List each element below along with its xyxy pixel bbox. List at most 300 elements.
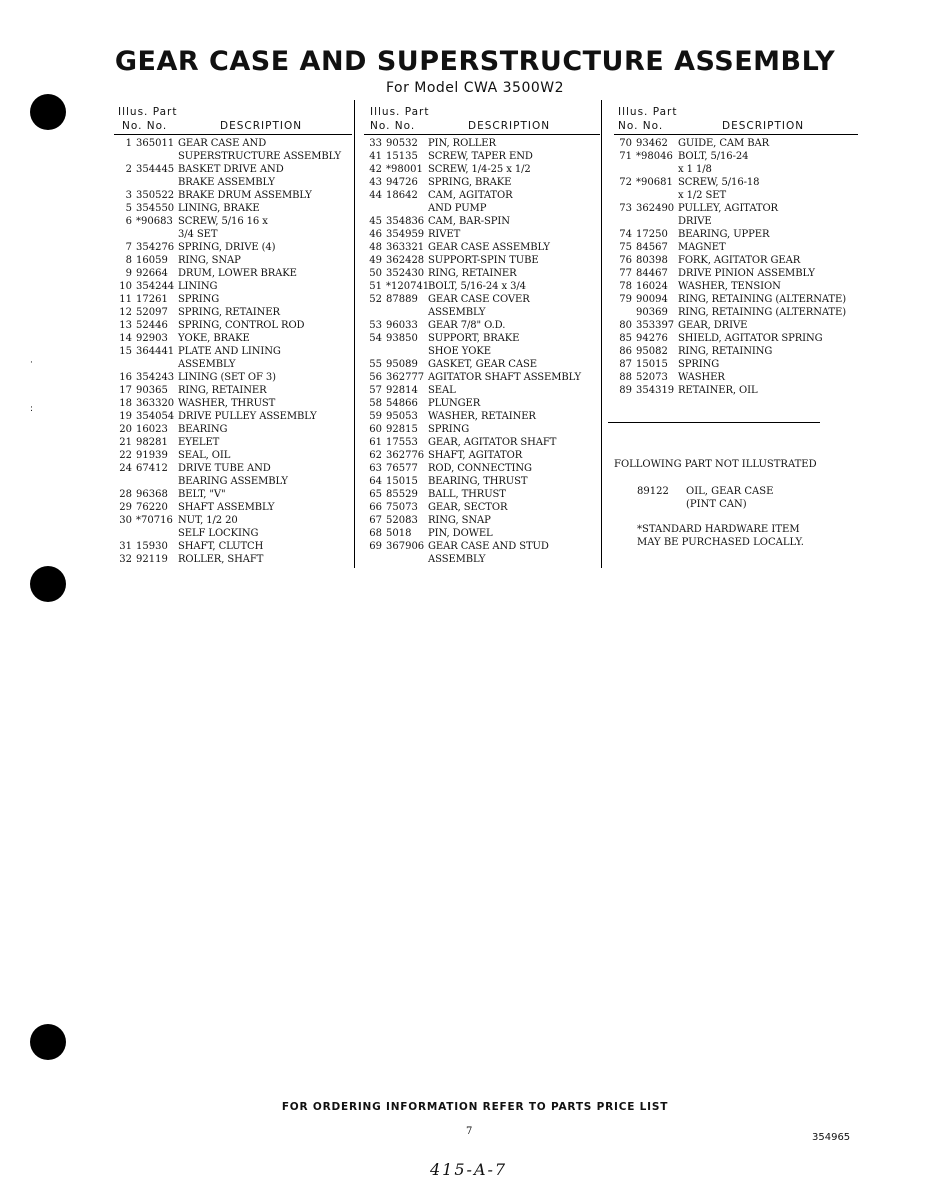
part-no: 90365 bbox=[136, 385, 168, 396]
part-no: 354836 bbox=[386, 216, 425, 227]
part-description: SHAFT, AGITATOR bbox=[428, 450, 523, 461]
part-description: GEAR 7/8" O.D. bbox=[428, 320, 506, 331]
margin-mark: : bbox=[30, 404, 34, 414]
illus-no: 16 bbox=[119, 372, 132, 383]
part-description: NUT, 1/2 20 bbox=[178, 515, 238, 526]
part-description: SPRING bbox=[178, 294, 220, 305]
part-row bbox=[114, 319, 352, 332]
header-illus-part: Illus. Part bbox=[118, 106, 178, 118]
part-row bbox=[364, 150, 600, 163]
not-illustrated-heading: FOLLOWING PART NOT ILLUSTRATED bbox=[614, 459, 817, 470]
part-row bbox=[114, 475, 352, 488]
part-no: *98001 bbox=[386, 164, 423, 175]
illus-no: 45 bbox=[369, 216, 382, 227]
part-row bbox=[114, 527, 352, 540]
illus-no: 46 bbox=[369, 229, 382, 240]
part-description: SUPPORT-SPIN TUBE bbox=[428, 255, 539, 266]
illus-no bbox=[114, 527, 136, 540]
part-description: SCREW, 5/16 16 x bbox=[178, 216, 268, 227]
part-row bbox=[114, 280, 352, 293]
part-no bbox=[636, 215, 678, 228]
part-no: 17250 bbox=[636, 229, 668, 240]
illus-no: 60 bbox=[369, 424, 382, 435]
standard-hardware-note: *STANDARD HARDWARE ITEM bbox=[637, 524, 800, 535]
part-no: 96368 bbox=[136, 489, 168, 500]
part-row bbox=[114, 449, 352, 462]
part-no: 93462 bbox=[636, 138, 668, 149]
part-no: *90681 bbox=[636, 177, 673, 188]
part-description: SHOE YOKE bbox=[428, 346, 491, 357]
part-no: 94276 bbox=[636, 333, 668, 344]
part-no: 17553 bbox=[386, 437, 418, 448]
header-no-no: No. No. bbox=[370, 120, 416, 132]
part-description: RETAINER, OIL bbox=[678, 385, 758, 396]
part-no bbox=[386, 553, 428, 566]
part-no: 354243 bbox=[136, 372, 175, 383]
part-description: SPRING, BRAKE bbox=[428, 177, 512, 188]
part-no: 17261 bbox=[136, 294, 168, 305]
column-divider-1 bbox=[354, 100, 355, 568]
part-row bbox=[364, 345, 600, 358]
part-description: RING, RETAINING bbox=[678, 346, 773, 357]
illus-no: 58 bbox=[369, 398, 382, 409]
illus-no: 62 bbox=[369, 450, 382, 461]
illus-no: 15 bbox=[119, 346, 132, 357]
part-no: 92664 bbox=[136, 268, 168, 279]
part-no: 363320 bbox=[136, 398, 175, 409]
part-no: 95053 bbox=[386, 411, 418, 422]
part-row bbox=[114, 436, 352, 449]
part-no: 18642 bbox=[386, 190, 418, 201]
illus-no: 75 bbox=[619, 242, 632, 253]
part-row bbox=[614, 293, 874, 306]
illus-no: 2 bbox=[125, 164, 132, 175]
part-no: 367906 bbox=[386, 541, 425, 552]
document-number: 354965 bbox=[812, 1132, 851, 1143]
part-no bbox=[136, 475, 178, 488]
part-row bbox=[114, 176, 352, 189]
part-no: 92815 bbox=[386, 424, 418, 435]
part-row bbox=[114, 228, 352, 241]
part-row bbox=[364, 189, 600, 202]
part-row bbox=[114, 514, 352, 527]
part-no: 350522 bbox=[136, 190, 175, 201]
parts-column-3 bbox=[614, 104, 874, 397]
part-description: RING, RETAINING (ALTERNATE) bbox=[678, 294, 847, 305]
page-subtitle: For Model CWA 3500W2 bbox=[385, 80, 565, 96]
illus-no bbox=[614, 163, 636, 176]
part-no: 16023 bbox=[136, 424, 168, 435]
part-description: DRUM, LOWER BRAKE bbox=[178, 268, 297, 279]
illus-no: 50 bbox=[369, 268, 382, 279]
part-description: PLATE AND LINING bbox=[178, 346, 281, 357]
illus-no: 55 bbox=[369, 359, 382, 370]
extra-part-description: OIL, GEAR CASE bbox=[686, 486, 774, 497]
part-no: 96033 bbox=[386, 320, 418, 331]
part-no: 362777 bbox=[386, 372, 425, 383]
part-no: 353397 bbox=[636, 320, 675, 331]
illus-no: 79 bbox=[619, 294, 632, 305]
part-no: 80398 bbox=[636, 255, 668, 266]
part-description: SCREW, TAPER END bbox=[428, 151, 533, 162]
part-row bbox=[364, 462, 600, 475]
part-row bbox=[364, 137, 600, 150]
part-row bbox=[364, 163, 600, 176]
part-no: 16024 bbox=[636, 281, 668, 292]
part-no: 76220 bbox=[136, 502, 168, 513]
illus-no: 67 bbox=[369, 515, 382, 526]
part-no: 95082 bbox=[636, 346, 668, 357]
part-description: SELF LOCKING bbox=[178, 528, 259, 539]
illus-no: 14 bbox=[119, 333, 132, 344]
part-description: WASHER, TENSION bbox=[678, 281, 781, 292]
part-description: ASSEMBLY bbox=[428, 554, 486, 565]
illus-no bbox=[114, 150, 136, 163]
illus-no bbox=[364, 202, 386, 215]
margin-mark: · bbox=[30, 358, 33, 368]
part-no: 92119 bbox=[136, 554, 168, 565]
part-no: 362490 bbox=[636, 203, 675, 214]
part-row bbox=[114, 540, 352, 553]
parts-column-1 bbox=[114, 104, 352, 566]
part-row bbox=[114, 553, 352, 566]
part-row bbox=[364, 410, 600, 423]
part-description: LINING (SET OF 3) bbox=[178, 372, 276, 383]
part-description: SUPPORT, BRAKE bbox=[428, 333, 520, 344]
part-no: 16059 bbox=[136, 255, 168, 266]
part-row bbox=[114, 202, 352, 215]
part-row bbox=[364, 254, 600, 267]
part-description: SPRING, RETAINER bbox=[178, 307, 280, 318]
illus-no: 80 bbox=[619, 320, 632, 331]
illus-no: 87 bbox=[619, 359, 632, 370]
parts-rows bbox=[614, 137, 874, 397]
column-header bbox=[614, 104, 858, 135]
part-description: DRIVE PULLEY ASSEMBLY bbox=[178, 411, 317, 422]
part-row bbox=[614, 163, 874, 176]
illus-no: 32 bbox=[119, 554, 132, 565]
part-row bbox=[364, 358, 600, 371]
illus-no: 74 bbox=[619, 229, 632, 240]
part-description: LINING, BRAKE bbox=[178, 203, 260, 214]
part-description: YOKE, BRAKE bbox=[178, 333, 250, 344]
part-no: 52083 bbox=[386, 515, 418, 526]
part-description: RING, RETAINER bbox=[428, 268, 517, 279]
illus-no: 5 bbox=[125, 203, 132, 214]
column-header bbox=[364, 104, 600, 135]
part-description: GEAR, DRIVE bbox=[678, 320, 748, 331]
illus-no: 89 bbox=[619, 385, 632, 396]
part-description: WASHER, THRUST bbox=[178, 398, 276, 409]
illus-no bbox=[114, 176, 136, 189]
illus-no: 1 bbox=[125, 138, 132, 149]
illus-no bbox=[114, 475, 136, 488]
part-no: 15135 bbox=[386, 151, 418, 162]
part-description: GEAR CASE AND STUD bbox=[428, 541, 549, 552]
part-no: 92814 bbox=[386, 385, 418, 396]
part-no: 93850 bbox=[386, 333, 418, 344]
part-no: 364441 bbox=[136, 346, 175, 357]
illus-no: 88 bbox=[619, 372, 632, 383]
part-row bbox=[364, 397, 600, 410]
part-description: GEAR CASE AND bbox=[178, 138, 267, 149]
part-description: ASSEMBLY bbox=[428, 307, 486, 318]
part-row bbox=[614, 176, 874, 189]
column-divider-2 bbox=[601, 100, 602, 568]
part-description: SCREW, 1/4-25 x 1/2 bbox=[428, 164, 531, 175]
part-description: 3/4 SET bbox=[178, 229, 218, 240]
part-row bbox=[364, 280, 600, 293]
part-row bbox=[614, 306, 874, 319]
illus-no: 73 bbox=[619, 203, 632, 214]
part-row bbox=[364, 514, 600, 527]
part-no bbox=[386, 345, 428, 358]
part-row bbox=[614, 267, 874, 280]
part-description: RIVET bbox=[428, 229, 461, 240]
part-row bbox=[114, 423, 352, 436]
part-no: 365011 bbox=[136, 138, 175, 149]
part-description: MAGNET bbox=[678, 242, 726, 253]
part-row bbox=[114, 306, 352, 319]
part-no: 87889 bbox=[386, 294, 418, 305]
part-row bbox=[614, 332, 874, 345]
part-no: *70716 bbox=[136, 515, 173, 526]
illus-no: 22 bbox=[119, 450, 132, 461]
illus-no: 59 bbox=[369, 411, 382, 422]
part-description: SCREW, 5/16-18 bbox=[678, 177, 760, 188]
part-row bbox=[364, 319, 600, 332]
part-no: 75073 bbox=[386, 502, 418, 513]
part-description: DRIVE PINION ASSEMBLY bbox=[678, 268, 815, 279]
part-description: BELT, "V" bbox=[178, 489, 226, 500]
part-no: 90094 bbox=[636, 294, 668, 305]
illus-no: 78 bbox=[619, 281, 632, 292]
illus-no: 31 bbox=[119, 541, 132, 552]
part-no: 91939 bbox=[136, 450, 168, 461]
illus-no: 54 bbox=[369, 333, 382, 344]
illus-no: 44 bbox=[369, 190, 382, 201]
part-row bbox=[364, 176, 600, 189]
part-no: 354550 bbox=[136, 203, 175, 214]
illus-no: 61 bbox=[369, 437, 382, 448]
part-no: 52446 bbox=[136, 320, 168, 331]
page-title: GEAR CASE AND SUPERSTRUCTURE ASSEMBLY bbox=[114, 46, 836, 77]
part-description: CAM, AGITATOR bbox=[428, 190, 513, 201]
illus-no bbox=[364, 345, 386, 358]
part-no: *98046 bbox=[636, 151, 673, 162]
part-row bbox=[614, 228, 874, 241]
header-illus-part: Illus. Part bbox=[618, 106, 678, 118]
part-description: PIN, DOWEL bbox=[428, 528, 493, 539]
illus-no: 29 bbox=[119, 502, 132, 513]
part-no: 90369 bbox=[636, 307, 668, 318]
part-description: GEAR CASE COVER bbox=[428, 294, 530, 305]
part-row bbox=[114, 462, 352, 475]
part-no: 94726 bbox=[386, 177, 418, 188]
part-row bbox=[614, 384, 874, 397]
part-row bbox=[114, 358, 352, 371]
part-description: ROLLER, SHAFT bbox=[178, 554, 264, 565]
part-row bbox=[364, 475, 600, 488]
header-description: DESCRIPTION bbox=[220, 120, 303, 132]
part-row bbox=[114, 345, 352, 358]
part-no: 354054 bbox=[136, 411, 175, 422]
illus-no: 9 bbox=[125, 268, 132, 279]
illus-no: 77 bbox=[619, 268, 632, 279]
part-row bbox=[364, 553, 600, 566]
illus-no: 33 bbox=[369, 138, 382, 149]
part-description: WASHER, RETAINER bbox=[428, 411, 536, 422]
illus-no: 65 bbox=[369, 489, 382, 500]
binder-hole-bottom bbox=[30, 1024, 66, 1060]
part-no: 363321 bbox=[386, 242, 425, 253]
illus-no: 85 bbox=[619, 333, 632, 344]
illus-no bbox=[614, 189, 636, 202]
part-row bbox=[614, 345, 874, 358]
part-description: LINING bbox=[178, 281, 218, 292]
handwritten-note: 415-A-7 bbox=[430, 1160, 508, 1179]
illus-no bbox=[364, 306, 386, 319]
part-description: SHAFT ASSEMBLY bbox=[178, 502, 275, 513]
part-no: 354959 bbox=[386, 229, 425, 240]
column-header bbox=[114, 104, 352, 135]
part-no: 76577 bbox=[386, 463, 418, 474]
part-no: 98281 bbox=[136, 437, 168, 448]
part-row bbox=[364, 488, 600, 501]
part-description: PIN, ROLLER bbox=[428, 138, 496, 149]
illus-no: 66 bbox=[369, 502, 382, 513]
part-description: ROD, CONNECTING bbox=[428, 463, 532, 474]
part-description: BEARING bbox=[178, 424, 228, 435]
part-description: GEAR CASE ASSEMBLY bbox=[428, 242, 550, 253]
illus-no: 28 bbox=[119, 489, 132, 500]
part-no bbox=[136, 176, 178, 189]
part-no: 15930 bbox=[136, 541, 168, 552]
part-no: 90532 bbox=[386, 138, 418, 149]
part-description: BOLT, 5/16-24 x 3/4 bbox=[428, 281, 526, 292]
parts-rows bbox=[114, 137, 352, 566]
illus-no: 56 bbox=[369, 372, 382, 383]
part-row bbox=[114, 410, 352, 423]
part-row bbox=[364, 202, 600, 215]
part-row bbox=[364, 540, 600, 553]
part-description: SPRING, DRIVE (4) bbox=[178, 242, 276, 253]
header-no-no: No. No. bbox=[618, 120, 664, 132]
part-row bbox=[114, 384, 352, 397]
part-row bbox=[114, 332, 352, 345]
binder-hole-top bbox=[30, 94, 66, 130]
header-no-no: No. No. bbox=[122, 120, 168, 132]
page-number: 7 bbox=[466, 1126, 473, 1137]
part-row bbox=[614, 254, 874, 267]
illus-no: 13 bbox=[119, 320, 132, 331]
illus-no: 70 bbox=[619, 138, 632, 149]
part-row bbox=[114, 501, 352, 514]
illus-no: 52 bbox=[369, 294, 382, 305]
part-row bbox=[364, 228, 600, 241]
part-no: 52073 bbox=[636, 372, 668, 383]
part-no: 84467 bbox=[636, 268, 668, 279]
illus-no: 7 bbox=[125, 242, 132, 253]
part-description: SEAL, OIL bbox=[178, 450, 231, 461]
part-no bbox=[136, 358, 178, 371]
part-row bbox=[614, 215, 874, 228]
illus-no: 43 bbox=[369, 177, 382, 188]
part-description: BEARING, THRUST bbox=[428, 476, 528, 487]
part-row bbox=[364, 384, 600, 397]
part-row bbox=[364, 215, 600, 228]
parts-rows bbox=[364, 137, 600, 566]
part-description: x 1/2 SET bbox=[678, 190, 727, 201]
part-description: GEAR, AGITATOR SHAFT bbox=[428, 437, 557, 448]
part-description: x 1 1/8 bbox=[678, 164, 712, 175]
illus-no: 72 bbox=[619, 177, 632, 188]
illus-no: 76 bbox=[619, 255, 632, 266]
part-no: 92903 bbox=[136, 333, 168, 344]
part-no: 354276 bbox=[136, 242, 175, 253]
notes-separator bbox=[608, 422, 820, 423]
illus-no: 3 bbox=[125, 190, 132, 201]
part-no: 52097 bbox=[136, 307, 168, 318]
illus-no bbox=[614, 215, 636, 228]
illus-no: 41 bbox=[369, 151, 382, 162]
part-row bbox=[614, 137, 874, 150]
illus-no: 24 bbox=[119, 463, 132, 474]
part-description: RING, RETAINING (ALTERNATE) bbox=[678, 307, 847, 318]
part-row bbox=[364, 449, 600, 462]
illus-no: 64 bbox=[369, 476, 382, 487]
extra-part-number: 89122 bbox=[637, 486, 669, 497]
illus-no: 69 bbox=[369, 541, 382, 552]
part-no: *90683 bbox=[136, 216, 173, 227]
illus-no: 63 bbox=[369, 463, 382, 474]
header-description: DESCRIPTION bbox=[722, 120, 805, 132]
part-no bbox=[136, 527, 178, 540]
part-description: GEAR, SECTOR bbox=[428, 502, 508, 513]
part-no: 15015 bbox=[636, 359, 668, 370]
part-row bbox=[364, 241, 600, 254]
header-illus-part: Illus. Part bbox=[370, 106, 430, 118]
illus-no: 53 bbox=[369, 320, 382, 331]
part-row bbox=[114, 150, 352, 163]
illus-no: 71 bbox=[619, 151, 632, 162]
part-row bbox=[364, 332, 600, 345]
part-no bbox=[136, 228, 178, 241]
part-description: DRIVE TUBE AND bbox=[178, 463, 271, 474]
part-no bbox=[386, 202, 428, 215]
part-row bbox=[114, 241, 352, 254]
part-description: RING, RETAINER bbox=[178, 385, 267, 396]
part-row bbox=[114, 267, 352, 280]
part-no: 67412 bbox=[136, 463, 168, 474]
standard-hardware-note-2: MAY BE PURCHASED LOCALLY. bbox=[637, 537, 804, 548]
part-description: AGITATOR SHAFT ASSEMBLY bbox=[428, 372, 582, 383]
part-row bbox=[114, 189, 352, 202]
part-description: SPRING bbox=[678, 359, 720, 370]
part-description: PLUNGER bbox=[428, 398, 481, 409]
part-description: SPRING, CONTROL ROD bbox=[178, 320, 305, 331]
part-row bbox=[114, 137, 352, 150]
part-description: RING, SNAP bbox=[178, 255, 241, 266]
illus-no: 18 bbox=[119, 398, 132, 409]
part-description: SHAFT, CLUTCH bbox=[178, 541, 264, 552]
part-description: SEAL bbox=[428, 385, 456, 396]
illus-no: 6 bbox=[125, 216, 132, 227]
part-row bbox=[364, 306, 600, 319]
part-row bbox=[364, 293, 600, 306]
part-row bbox=[114, 488, 352, 501]
illus-no: 57 bbox=[369, 385, 382, 396]
